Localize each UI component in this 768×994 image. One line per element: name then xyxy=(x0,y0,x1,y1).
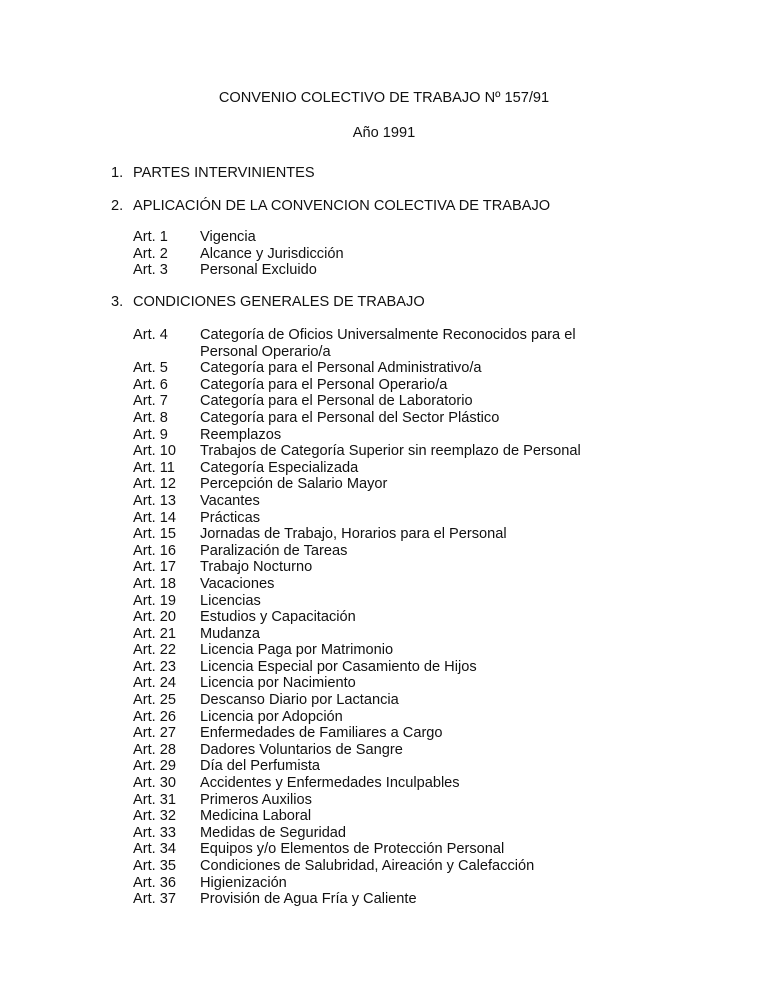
article-number: Art. 18 xyxy=(133,575,176,592)
article-number: Art. 10 xyxy=(133,443,176,460)
article-title: Provisión de Agua Fría y Caliente xyxy=(200,891,417,908)
article-row xyxy=(133,510,633,527)
article-title: Descanso Diario por Lactancia xyxy=(200,692,399,709)
article-row xyxy=(133,792,633,809)
section-number: 2. xyxy=(111,198,124,214)
article-row xyxy=(133,709,633,726)
article-number: Art. 25 xyxy=(133,692,176,709)
article-row xyxy=(133,377,633,394)
article-row xyxy=(133,642,633,659)
article-title: Categoría para el Personal de Laboratorio xyxy=(200,393,473,410)
article-row xyxy=(133,262,633,279)
article-row xyxy=(133,593,633,610)
article-title: Trabajos de Categoría Superior sin reemplazo de Personal xyxy=(200,443,581,460)
article-number: Art. 26 xyxy=(133,708,176,725)
article-row xyxy=(133,427,633,444)
section-number: 3. xyxy=(111,294,124,310)
article-title: Condiciones de Salubridad, Aireación y Calefacción xyxy=(200,858,535,874)
article-number: Art. 17 xyxy=(133,559,176,576)
section-heading-2 xyxy=(111,197,550,215)
article-number: Art. 1 xyxy=(133,229,168,245)
article-title: Vacaciones xyxy=(200,575,275,592)
article-row xyxy=(133,875,633,892)
article-title: Enfermedades de Familiares a Cargo xyxy=(200,725,443,742)
article-title: Alcance y Jurisdicción xyxy=(200,245,344,262)
article-title: Paralización de Tareas xyxy=(200,542,348,559)
article-row xyxy=(133,808,633,825)
article-number: Art. 35 xyxy=(133,858,176,874)
article-row xyxy=(133,576,633,593)
document-year: Año 1991 xyxy=(352,125,416,141)
article-title: Día del Perfumista xyxy=(200,758,321,775)
article-title: Licencia por Adopción xyxy=(200,708,343,725)
section-title: APLICACIÓN DE LA CONVENCION COLECTIVA DE TRABAJO xyxy=(133,198,551,214)
article-row xyxy=(133,891,633,908)
article-title: Licencia Paga por Matrimonio xyxy=(200,642,394,659)
section-title: CONDICIONES GENERALES DE TRABAJO xyxy=(133,294,425,310)
article-title: Dadores Voluntarios de Sangre xyxy=(200,741,403,758)
article-title: Licencias xyxy=(200,592,261,609)
article-row xyxy=(133,229,633,246)
article-row xyxy=(133,692,633,709)
article-title: Categoría Especializada xyxy=(200,459,359,476)
document-title: CONVENIO COLECTIVO DE TRABAJO Nº 157/91 xyxy=(218,90,550,106)
article-number: Art. 8 xyxy=(133,409,168,426)
article-number: Art. 3 xyxy=(133,262,168,279)
article-number: Art. 19 xyxy=(133,592,176,609)
article-number: Art. 16 xyxy=(133,542,176,559)
article-row xyxy=(133,559,633,576)
article-row xyxy=(133,327,633,360)
article-number: Art. 22 xyxy=(133,642,176,659)
article-title: Estudios y Capacitación xyxy=(200,609,356,626)
article-title: Vacantes xyxy=(200,492,260,509)
article-row xyxy=(133,393,633,410)
section-heading-3 xyxy=(111,293,425,311)
article-row xyxy=(133,476,633,493)
article-number: Art. 7 xyxy=(133,393,168,410)
article-number: Art. 14 xyxy=(133,509,176,526)
article-title: Mudanza xyxy=(200,625,261,642)
section-heading-1 xyxy=(111,164,315,182)
article-number: Art. 34 xyxy=(133,841,176,858)
article-row xyxy=(133,758,633,775)
article-title: Vigencia xyxy=(200,229,256,245)
article-number: Art. 30 xyxy=(133,775,176,792)
article-row xyxy=(133,526,633,543)
article-title: Primeros Auxilios xyxy=(200,791,312,808)
article-row xyxy=(133,360,633,377)
article-list-section-2 xyxy=(133,229,633,279)
article-title: Percepción de Salario Mayor xyxy=(200,476,388,493)
article-row xyxy=(133,410,633,427)
article-title: Reemplazos xyxy=(200,426,282,443)
article-title: Medidas de Seguridad xyxy=(200,824,347,841)
article-row xyxy=(133,725,633,742)
article-row xyxy=(133,825,633,842)
article-number: Art. 24 xyxy=(133,675,176,692)
article-title: Categoría de Oficios Universalmente Reconocidos para el Personal Operario/a xyxy=(200,327,576,360)
section-number: 1. xyxy=(111,165,124,181)
article-number: Art. 29 xyxy=(133,758,176,775)
article-row xyxy=(133,460,633,477)
article-number: Art. 23 xyxy=(133,658,176,675)
article-title: Accidentes y Enfermedades Inculpables xyxy=(200,775,460,792)
article-number: Art. 6 xyxy=(133,376,168,393)
article-title: Licencia Especial por Casamiento de Hijos xyxy=(200,658,477,675)
article-row xyxy=(133,858,633,875)
article-title: Categoría para el Personal Operario/a xyxy=(200,376,448,393)
article-title: Categoría para el Personal Administrativo/a xyxy=(200,360,482,377)
article-row xyxy=(133,543,633,560)
article-number: Art. 32 xyxy=(133,808,176,825)
article-title: Personal Excluido xyxy=(200,262,317,279)
article-number: Art. 5 xyxy=(133,360,168,377)
article-row xyxy=(133,675,633,692)
section-title: PARTES INTERVINIENTES xyxy=(133,165,315,181)
article-row xyxy=(133,659,633,676)
article-title: Prácticas xyxy=(200,509,261,526)
article-number: Art. 4 xyxy=(133,327,168,343)
article-title: Higienización xyxy=(200,874,287,891)
article-number: Art. 33 xyxy=(133,824,176,841)
article-row xyxy=(133,443,633,460)
article-number: Art. 36 xyxy=(133,874,176,891)
article-number: Art. 13 xyxy=(133,492,176,509)
article-row xyxy=(133,775,633,792)
article-title: Jornadas de Trabajo, Horarios para el Personal xyxy=(200,526,507,543)
article-title: Medicina Laboral xyxy=(200,808,312,825)
article-list-section-3 xyxy=(133,327,633,908)
article-number: Art. 12 xyxy=(133,476,176,493)
article-title: Categoría para el Personal del Sector Plástico xyxy=(200,409,500,426)
article-number: Art. 11 xyxy=(133,459,175,476)
article-row xyxy=(133,246,633,263)
article-number: Art. 31 xyxy=(133,791,176,808)
article-row xyxy=(133,841,633,858)
article-title: Licencia por Nacimiento xyxy=(200,675,356,692)
article-number: Art. 21 xyxy=(133,625,176,642)
article-number: Art. 20 xyxy=(133,609,176,626)
article-number: Art. 37 xyxy=(133,891,176,908)
article-title: Equipos y/o Elementos de Protección Personal xyxy=(200,841,505,858)
article-row xyxy=(133,609,633,626)
article-row xyxy=(133,742,633,759)
article-number: Art. 28 xyxy=(133,741,176,758)
article-number: Art. 9 xyxy=(133,426,168,443)
article-number: Art. 27 xyxy=(133,725,176,742)
article-number: Art. 15 xyxy=(133,526,176,543)
article-number: Art. 2 xyxy=(133,245,168,262)
article-row xyxy=(133,626,633,643)
article-row xyxy=(133,493,633,510)
article-title: Trabajo Nocturno xyxy=(200,559,313,576)
